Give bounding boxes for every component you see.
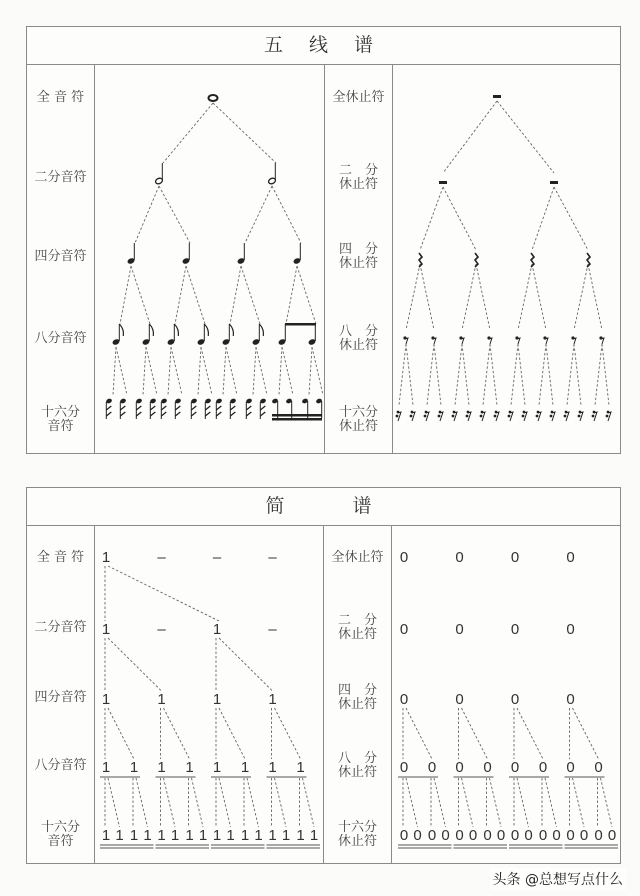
- rest-dot: [564, 415, 567, 418]
- connector-line: [163, 103, 213, 163]
- jianpu-rest-0: 0: [510, 621, 520, 638]
- row-label-text: 十六分: [338, 405, 378, 420]
- connector-line: [219, 708, 245, 759]
- rest-dot: [606, 415, 609, 418]
- row-label-text: 十六分: [40, 820, 80, 835]
- jianpu-note-1: 1: [296, 827, 305, 844]
- rest-dot: [522, 415, 525, 418]
- jianpu-rest-0: 0: [538, 759, 548, 776]
- rest-stroke: [517, 338, 520, 344]
- rest-stroke: [573, 338, 576, 344]
- jianpu-rest-0: 0: [427, 759, 437, 776]
- whole-rest-icon: [493, 95, 501, 98]
- connector-line: [483, 344, 490, 405]
- note-flag: [136, 406, 141, 416]
- rest-dot: [480, 415, 483, 418]
- connector-line: [434, 344, 441, 405]
- connector-line: [286, 266, 297, 324]
- jianpu-note-1: 1: [240, 827, 250, 844]
- jianpu-rest-0: 0: [566, 621, 575, 638]
- rest-stroke: [524, 412, 527, 421]
- row-label-text: 休止符: [338, 338, 378, 353]
- connector-line: [420, 264, 434, 330]
- connector-line: [168, 347, 171, 395]
- jianpu-rest-0: 0: [594, 759, 603, 776]
- connector-line: [309, 347, 312, 395]
- connector-line: [497, 101, 554, 173]
- row-label-text: 二分音符: [34, 170, 87, 185]
- connector-line: [511, 344, 518, 405]
- connector-line: [574, 264, 588, 330]
- jianpu-rest-0: 0: [566, 759, 575, 776]
- connector-line: [517, 708, 543, 759]
- jianpu-note-1: 1: [212, 759, 222, 776]
- note-flag: [119, 324, 123, 336]
- staff-division-tree: [27, 27, 620, 453]
- note-flag: [259, 324, 263, 336]
- jianpu-note-1: 1: [185, 827, 194, 844]
- note-flag: [230, 406, 235, 416]
- note-flag: [216, 406, 221, 416]
- rest-stroke: [426, 412, 429, 421]
- row-label-text: 全休止符: [331, 550, 384, 565]
- note-flag: [229, 324, 233, 336]
- rest-stroke: [566, 412, 569, 421]
- row-label-text: 音符: [47, 834, 74, 849]
- jianpu-rest-0: 0: [483, 759, 492, 776]
- connector-line: [146, 347, 157, 395]
- beam: [285, 323, 316, 326]
- row-label-text: 四分音符: [34, 690, 87, 705]
- connector-line: [462, 344, 469, 405]
- connector-line: [518, 264, 532, 330]
- row-label-text: 休止符: [338, 177, 378, 192]
- connector-line: [573, 778, 585, 827]
- rest-stroke: [405, 338, 408, 344]
- jianpu-rest-0: 0: [566, 549, 575, 566]
- staff-notation-panel: [26, 26, 621, 454]
- connector-line: [213, 103, 276, 163]
- jianpu-note-1: 1: [254, 827, 263, 844]
- rest-dot: [424, 415, 427, 418]
- connector-line: [164, 778, 176, 827]
- rest-stroke: [433, 338, 436, 344]
- connector-line: [135, 186, 159, 243]
- jianpu-note-1: 1: [240, 759, 250, 776]
- row-label-text: 八分音符: [34, 758, 87, 773]
- connector-line: [554, 187, 588, 250]
- jianpu-rest-0: 0: [455, 759, 464, 776]
- jianpu-note-1: 1: [198, 827, 208, 844]
- jianpu-rest-0: 0: [427, 827, 437, 844]
- rest-stroke: [545, 338, 548, 344]
- row-label-text: 二分音符: [34, 620, 87, 635]
- rest-stroke: [412, 412, 415, 421]
- jianpu-note-1: 1: [185, 759, 194, 776]
- connector-line: [108, 566, 219, 621]
- note-flag: [120, 406, 125, 416]
- connector-line: [282, 347, 293, 395]
- connector-line: [198, 347, 201, 395]
- rest-stroke: [468, 412, 471, 421]
- connector-line: [113, 347, 116, 395]
- rest-dot: [592, 415, 595, 418]
- jianpu-note-1: 1: [115, 827, 124, 844]
- connector-line: [136, 778, 148, 827]
- whole-note-icon: [209, 95, 218, 101]
- connector-line: [476, 264, 490, 330]
- jianpu-note-1: 1: [101, 621, 111, 638]
- row-label-text: 二 分: [337, 613, 377, 628]
- rest-stroke: [510, 412, 513, 421]
- row-label-text: 四 分: [337, 683, 377, 698]
- connector-line: [275, 778, 287, 827]
- jianpu-rest-0: 0: [455, 827, 464, 844]
- connector-line: [532, 264, 546, 330]
- jianpu-rest-0: 0: [455, 621, 464, 638]
- connector-line: [406, 778, 418, 827]
- rest-dot: [396, 415, 399, 418]
- duration-dash: –: [157, 621, 166, 638]
- connector-line: [406, 708, 432, 759]
- jianpu-rest-0: 0: [483, 827, 492, 844]
- jianpu-rest-0: 0: [468, 827, 478, 844]
- connector-line: [164, 708, 190, 759]
- note-flag: [175, 406, 180, 416]
- connector-line: [443, 101, 497, 173]
- jianpu-rest-0: 0: [399, 549, 409, 566]
- rest-stroke: [552, 412, 555, 421]
- connector-line: [108, 708, 134, 759]
- row-label-text: 十六分: [337, 820, 377, 835]
- connector-line: [253, 347, 256, 395]
- jianpu-note-1: 1: [170, 827, 180, 844]
- connector-line: [434, 778, 446, 827]
- rest-dot: [578, 415, 581, 418]
- jianpu-note-1: 1: [268, 691, 277, 708]
- rest-stroke: [580, 412, 583, 421]
- jianpu-note-1: 1: [157, 759, 166, 776]
- connector-line: [573, 708, 599, 759]
- jianpu-note-1: 1: [157, 691, 166, 708]
- row-label-text: 休止符: [337, 627, 377, 642]
- connector-line: [595, 344, 602, 405]
- connector-line: [201, 347, 212, 395]
- connector-line: [546, 344, 553, 405]
- jianpu-rest-0: 0: [566, 827, 575, 844]
- jianpu-rest-0: 0: [594, 827, 603, 844]
- jianpu-rest-0: 0: [566, 691, 575, 708]
- note-flag: [205, 406, 210, 416]
- rest-stroke: [482, 412, 485, 421]
- row-label-text: 休止符: [337, 834, 377, 849]
- rest-dot: [410, 415, 413, 418]
- jianpu-note-1: 1: [212, 691, 222, 708]
- rest-dot: [466, 415, 469, 418]
- jianpu-note-1: 1: [143, 827, 152, 844]
- connector-line: [420, 187, 443, 250]
- connector-line: [256, 347, 267, 395]
- connector-line: [443, 187, 476, 250]
- note-flag: [150, 406, 155, 416]
- jianpu-note-1: 1: [101, 691, 111, 708]
- connector-line: [116, 347, 127, 395]
- duration-dash: –: [157, 549, 166, 566]
- jianpu-rest-0: 0: [607, 827, 617, 844]
- connector-line: [171, 347, 182, 395]
- jianpu-rest-0: 0: [552, 827, 561, 844]
- duration-dash: –: [212, 549, 222, 566]
- rest-stroke: [440, 412, 443, 421]
- rest-stroke: [489, 338, 492, 344]
- connector-line: [245, 186, 272, 243]
- rest-dot: [438, 415, 441, 418]
- jianpu-note-1: 1: [101, 759, 111, 776]
- beam: [272, 418, 322, 421]
- connector-line: [518, 344, 525, 405]
- connector-line: [159, 186, 190, 243]
- connector-line: [406, 344, 413, 405]
- row-label-text: 八 分: [337, 751, 377, 766]
- jianpu-panel-title: 简 谱: [27, 488, 620, 526]
- jianpu-note-1: 1: [309, 827, 319, 844]
- connector-line: [241, 266, 260, 324]
- rest-stroke: [461, 338, 464, 344]
- connector-line: [192, 778, 204, 827]
- jianpu-rest-0: 0: [538, 827, 548, 844]
- jianpu-rest-0: 0: [455, 691, 464, 708]
- jianpu-rest-0: 0: [399, 759, 409, 776]
- half-rest-icon: [550, 181, 558, 184]
- rest-stroke: [496, 412, 499, 421]
- jianpu-rest-0: 0: [399, 691, 409, 708]
- note-flag: [161, 406, 166, 416]
- watermark: 头条 @总想写点什么: [490, 868, 626, 890]
- rest-stroke: [608, 412, 611, 421]
- row-label-text: 休止符: [338, 419, 378, 434]
- jianpu-rest-0: 0: [579, 827, 589, 844]
- connector-line: [275, 708, 301, 759]
- row-label-text: 休止符: [337, 765, 377, 780]
- jianpu-note-1: 1: [212, 827, 222, 844]
- connector-line: [279, 347, 282, 395]
- rest-stroke: [538, 412, 541, 421]
- jianpu-rest-0: 0: [413, 827, 422, 844]
- jianpu-rest-0: 0: [496, 827, 506, 844]
- connector-line: [219, 778, 231, 827]
- connector-line: [427, 344, 434, 405]
- duration-dash: –: [268, 621, 277, 638]
- jianpu-rest-0: 0: [510, 691, 520, 708]
- jianpu-note-1: 1: [212, 621, 222, 638]
- connector-line: [312, 347, 323, 395]
- connector-line: [490, 778, 502, 827]
- connector-line: [108, 638, 162, 691]
- note-flag: [204, 324, 208, 336]
- rest-stroke: [398, 412, 401, 421]
- rest-dot: [536, 415, 539, 418]
- jianpu-rest-0: 0: [399, 827, 409, 844]
- connector-line: [602, 344, 609, 405]
- connector-line: [490, 344, 497, 405]
- connector-line: [567, 344, 574, 405]
- jianpu-note-1: 1: [296, 759, 305, 776]
- connector-line: [303, 778, 315, 827]
- note-flag: [191, 406, 196, 416]
- half-rest-icon: [439, 181, 447, 184]
- connector-line: [532, 187, 554, 250]
- connector-line: [230, 266, 241, 324]
- connector-line: [455, 344, 462, 405]
- row-label-text: 全休止符: [332, 90, 385, 105]
- jianpu-note-1: 1: [157, 827, 166, 844]
- rest-stroke: [601, 338, 604, 344]
- connector-line: [175, 266, 186, 324]
- rest-dot: [494, 415, 497, 418]
- connector-line: [108, 778, 120, 827]
- jianpu-note-1: 1: [268, 759, 277, 776]
- jianpu-note-1: 1: [268, 827, 277, 844]
- jianpu-notation-panel: [26, 487, 621, 864]
- jianpu-rest-0: 0: [524, 827, 533, 844]
- connector-line: [219, 638, 273, 691]
- row-label-text: 全 音 符: [36, 550, 85, 565]
- connector-line: [601, 778, 613, 827]
- jianpu-rest-0: 0: [455, 549, 464, 566]
- connector-line: [539, 344, 546, 405]
- rest-dot: [550, 415, 553, 418]
- jianpu-note-1: 1: [281, 827, 291, 844]
- connector-line: [226, 347, 237, 395]
- connector-line: [247, 778, 259, 827]
- beam: [272, 414, 322, 417]
- rest-dot: [508, 415, 511, 418]
- rest-stroke: [594, 412, 597, 421]
- connector-line: [462, 708, 488, 759]
- jianpu-rest-0: 0: [399, 621, 409, 638]
- row-label-text: 八分音符: [34, 331, 87, 346]
- jianpu-rest-0: 0: [510, 549, 520, 566]
- jianpu-note-1: 1: [101, 827, 111, 844]
- jianpu-note-1: 1: [129, 827, 139, 844]
- jianpu-note-1: 1: [101, 549, 111, 566]
- connector-line: [399, 344, 406, 405]
- jianpu-note-1: 1: [226, 827, 235, 844]
- connector-line: [462, 264, 476, 330]
- row-label-text: 音符: [47, 419, 74, 434]
- connector-line: [297, 266, 316, 324]
- rest-stroke: [454, 412, 457, 421]
- connector-line: [462, 778, 474, 827]
- row-label-text: 休止符: [337, 697, 377, 712]
- row-label-text: 全 音 符: [36, 90, 85, 105]
- row-label-text: 八 分: [338, 324, 378, 339]
- connector-line: [120, 266, 131, 324]
- connector-line: [574, 344, 581, 405]
- rest-dot: [452, 415, 455, 418]
- jianpu-rest-0: 0: [510, 759, 520, 776]
- note-flag: [260, 406, 265, 416]
- jianpu-rest-0: 0: [441, 827, 450, 844]
- duration-dash: –: [268, 549, 277, 566]
- row-label-text: 四分音符: [34, 249, 87, 264]
- connector-line: [545, 778, 557, 827]
- row-label-text: 四 分: [338, 242, 378, 257]
- row-label-text: 休止符: [338, 256, 378, 271]
- row-label-text: 二 分: [338, 163, 378, 178]
- staff-panel-title: 五 线 谱: [27, 27, 620, 65]
- row-label-text: 十六分: [40, 405, 80, 420]
- jianpu-rest-0: 0: [510, 827, 520, 844]
- connector-line: [517, 778, 529, 827]
- connector-line: [272, 186, 301, 243]
- connector-line: [131, 266, 150, 324]
- connector-line: [406, 264, 420, 330]
- connector-line: [186, 266, 205, 324]
- jianpu-note-1: 1: [129, 759, 139, 776]
- connector-line: [588, 264, 602, 330]
- jianpu-division-tree: [27, 488, 620, 863]
- note-flag: [149, 324, 153, 336]
- connector-line: [223, 347, 226, 395]
- note-flag: [174, 324, 178, 336]
- connector-line: [143, 347, 146, 395]
- note-flag: [106, 406, 111, 416]
- note-flag: [246, 406, 251, 416]
